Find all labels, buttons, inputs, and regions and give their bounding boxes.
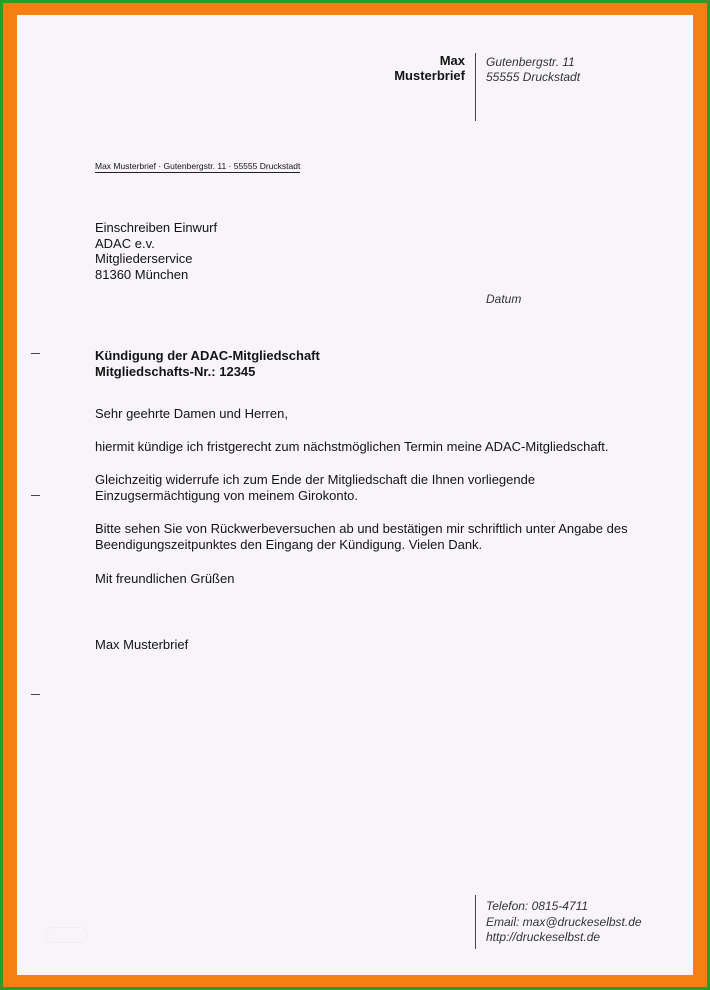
footer-contact	[486, 899, 642, 946]
footer-web: http://druckeselbst.de	[486, 930, 601, 944]
paragraph-2	[95, 472, 655, 504]
sender-name-line2: Musterbrief	[394, 68, 465, 83]
paragraph-3-line2: Beendigungszeitpunktes den Eingang der Kündigung. Vielen Dank.	[95, 537, 483, 552]
sender-street: Gutenbergstr. 11	[486, 55, 575, 69]
subject-block	[95, 348, 320, 380]
footer-email: Email: max@druckeselbst.de	[486, 914, 642, 929]
sender-city: 55555 Druckstadt	[486, 70, 581, 84]
signature: Max Musterbrief	[95, 637, 189, 652]
footer-phone: Telefon: 0815-4711	[486, 899, 589, 913]
paragraph-2-line1: Gleichzeitig widerrufe ich zum Ende der Mitgliedschaft die Ihnen vorliegende	[95, 472, 536, 487]
recipient-line4: 81360 München	[95, 266, 189, 282]
return-address-line: Max Musterbrief · Gutenbergstr. 11 · 55555 Druckstadt	[95, 161, 301, 171]
header-divider	[475, 53, 476, 121]
salutation: Sehr geehrte Damen und Herren,	[95, 406, 288, 421]
footer-divider	[475, 895, 476, 949]
punch-mark	[31, 495, 40, 496]
paragraph-3-line1: Bitte sehen Sie von Rückwerbeversuchen ab und bestätigen mir schriftlich unter Angabe des	[95, 521, 628, 536]
recipient-line1: Einschreiben Einwurf	[95, 220, 218, 235]
paragraph-1: hiermit kündige ich fristgerecht zum nächstmöglichen Termin meine ADAC-Mitgliedschaft.	[95, 439, 609, 454]
sender-name-line1: Max	[439, 53, 465, 68]
recipient-line3: Mitgliederservice	[95, 251, 193, 266]
sender-address	[486, 55, 580, 85]
faint-watermark	[45, 927, 87, 943]
date-label: Datum	[486, 292, 522, 306]
recipient-block	[95, 220, 217, 282]
paragraph-3	[95, 521, 655, 553]
letter-page	[17, 15, 693, 975]
subject-line1: Kündigung der ADAC-Mitgliedschaft	[95, 348, 320, 363]
paragraph-2-line2: Einzugsermächtigung von meinem Girokonto.	[95, 488, 359, 503]
fold-mark-bottom	[31, 694, 40, 695]
closing: Mit freundlichen Grüßen	[95, 571, 235, 586]
subject-line2: Mitgliedschafts-Nr.: 12345	[95, 364, 256, 379]
recipient-line2: ADAC e.v.	[95, 235, 155, 251]
sender-name	[347, 53, 465, 83]
fold-mark-top	[31, 353, 40, 354]
